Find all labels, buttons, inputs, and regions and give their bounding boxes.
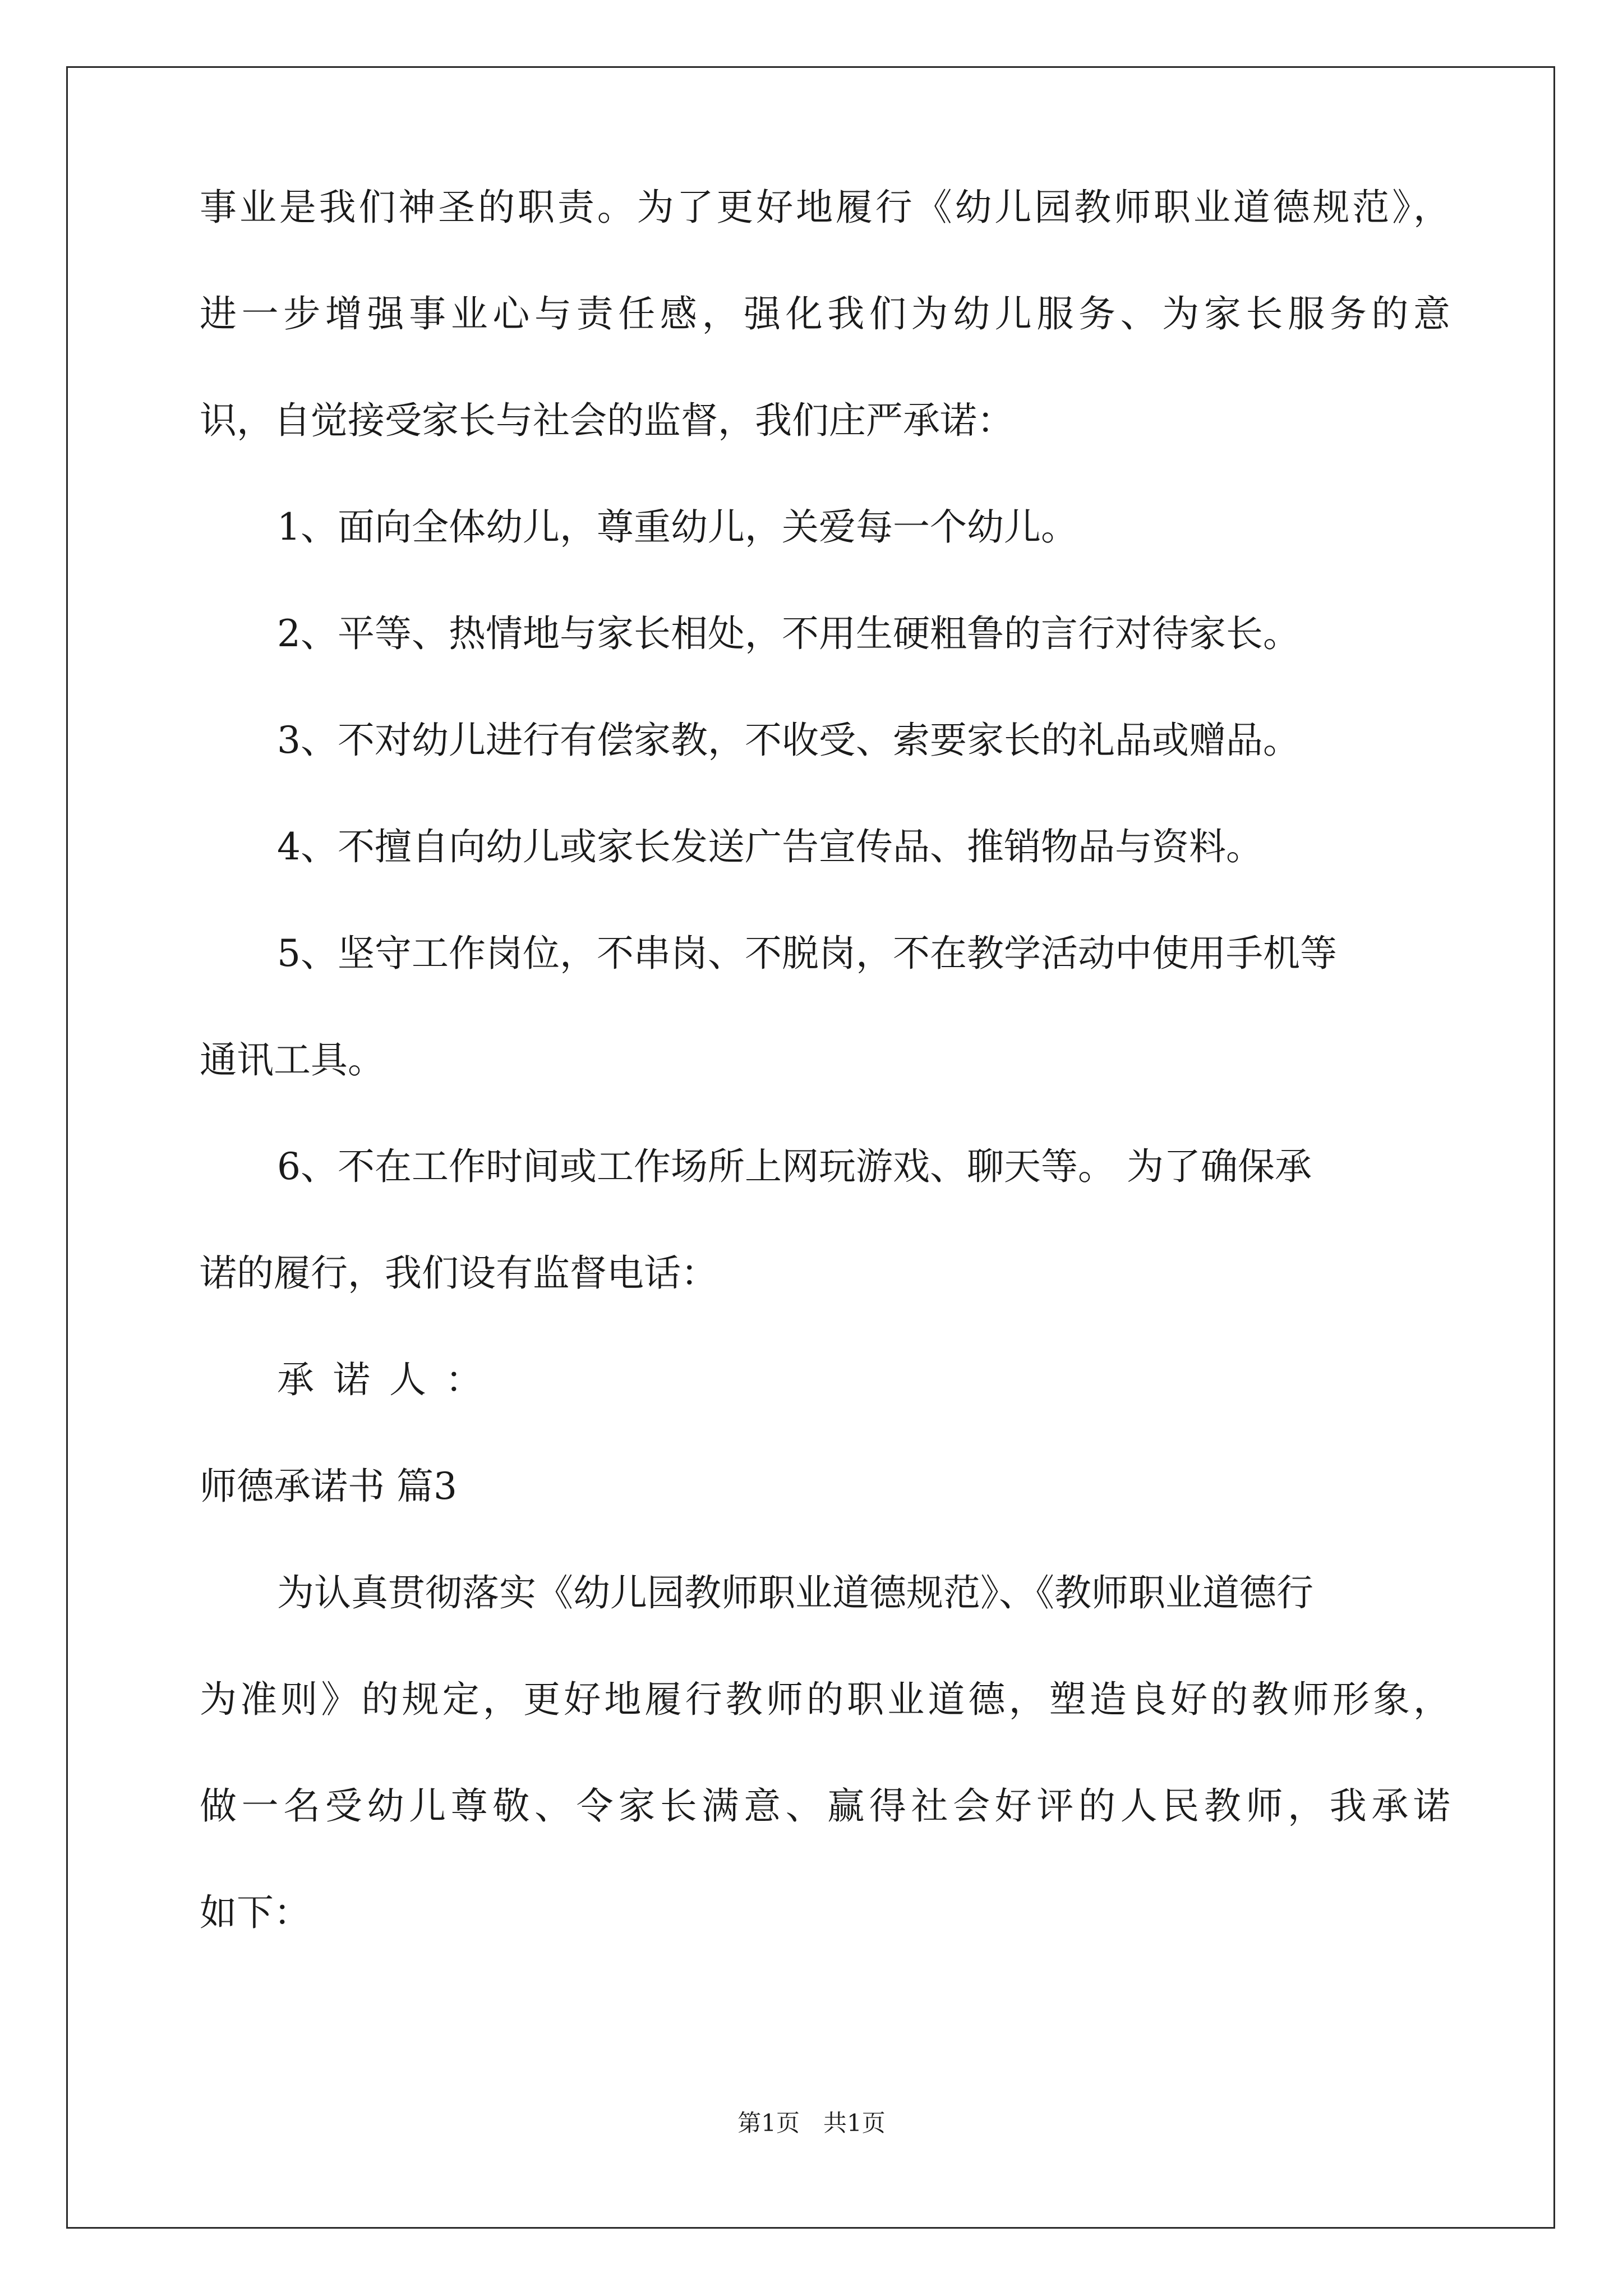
page-number: 第1页 共1页: [737, 2109, 886, 2137]
paragraph-line: 进一步增强事业心与责任感，强化我们为幼儿服务、为家长服务的意: [200, 292, 1450, 335]
list-item: 2、平等、热情地与家长相处，不用生硬粗鲁的言行对待家长。: [277, 612, 1300, 655]
signature-label: 承诺人：: [277, 1358, 501, 1401]
section-heading: 师德承诺书 篇3: [200, 1465, 457, 1508]
list-item: 4、不擅自向幼儿或家长发送广告宣传品、推销物品与资料。: [277, 825, 1263, 868]
paragraph-line: 事业是我们神圣的职责。为了更好地履行《幼儿园教师职业道德规范》，: [200, 186, 1450, 229]
list-item: 6、不在工作时间或工作场所上网玩游戏、聊天等。 为了确保承: [277, 1145, 1312, 1188]
paragraph-line: 识，自觉接受家长与社会的监督，我们庄严承诺：: [200, 399, 1014, 442]
list-item: 5、坚守工作岗位，不串岗、不脱岗，不在教学活动中使用手机等: [277, 932, 1337, 975]
paragraph-line: 为认真贯彻落实《幼儿园教师职业道德规范》、《教师职业道德行: [277, 1571, 1313, 1614]
paragraph-line: 为准则》的规定，更好地履行教师的职业道德，塑造良好的教师形象，: [200, 1678, 1450, 1721]
paragraph-line: 如下：: [200, 1891, 311, 1934]
paragraph-line: 做一名受幼儿尊敬、令家长满意、赢得社会好评的人民教师，我承诺: [200, 1784, 1450, 1828]
list-item: 3、不对幼儿进行有偿家教，不收受、索要家长的礼品或赠品。: [277, 719, 1300, 762]
paragraph-line: 诺的履行，我们设有监督电话：: [200, 1251, 718, 1295]
paragraph-line: 通讯工具。: [200, 1038, 385, 1082]
list-item: 1、面向全体幼儿，尊重幼儿，关爱每一个幼儿。: [277, 505, 1078, 549]
